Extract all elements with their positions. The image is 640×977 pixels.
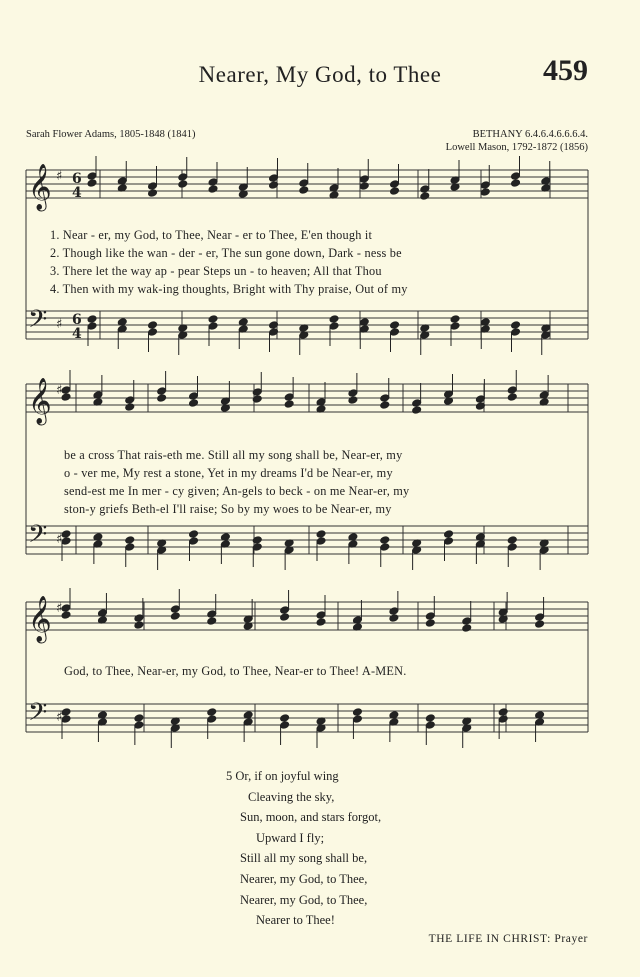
svg-text:4: 4 xyxy=(72,326,82,342)
verse-2-line-2: o - ver me, My rest a stone, Yet in my dreams I'd be Near-er, my xyxy=(64,466,393,480)
stanza-5-line: 5 Or, if on joyful wing xyxy=(226,769,339,783)
verse-2-line-1: 2. Though like the wan - der - er, The sun gone down, Dark - ness be xyxy=(50,246,402,260)
verse-4-line-2: ston-y griefs Beth-el I'll raise; So by my woes to be Near-er, my xyxy=(64,502,392,516)
stanza-5-line: Sun, moon, and stars forgot, xyxy=(240,810,382,825)
verse-3-line-2: send-est me In mer - cy given; An-gels to beck - on me Near-er, my xyxy=(64,484,410,498)
refrain-line: God, to Thee, Near-er, my God, to Thee, Near-er to Thee! A-MEN. xyxy=(64,664,407,678)
hymn-number: 459 xyxy=(543,54,588,87)
stanza-5-line: Nearer to Thee! xyxy=(256,913,335,928)
svg-text:♯: ♯ xyxy=(56,317,63,332)
treble-clef: 𝄞 xyxy=(28,378,52,424)
svg-text:6: 6 xyxy=(72,171,82,187)
stanza-5-line: Nearer, my God, to Thee, xyxy=(240,871,368,886)
bass-clef: 𝄢 xyxy=(28,305,48,340)
svg-text:♯: ♯ xyxy=(56,710,63,725)
stanza-5-line: Upward I fly; xyxy=(256,830,325,845)
svg-text:4: 4 xyxy=(72,185,82,201)
svg-text:♯: ♯ xyxy=(56,532,63,547)
bass-clef: 𝄢 xyxy=(28,698,48,733)
footer-category: THE LIFE IN CHRIST: Prayer xyxy=(428,933,588,945)
verse-4-line-1: 4. Then with my wak-ing thoughts, Bright with Thy praise, Out of my xyxy=(50,282,408,296)
stanza-5-line: Nearer, my God, to Thee, xyxy=(240,892,368,907)
svg-text:6: 6 xyxy=(72,312,82,328)
svg-text:♯: ♯ xyxy=(56,601,63,616)
stanza-5 xyxy=(226,766,381,931)
treble-clef: 𝄞 xyxy=(28,164,52,210)
verse-3-line-1: 3. There let the way ap - pear Steps un - to heaven; All that Thou xyxy=(50,264,382,278)
stanza-5-line: Cleaving the sky, xyxy=(248,789,335,804)
verse-1-line-2: be a cross That rais-eth me. Still all my song shall be, Near-er, my xyxy=(64,448,403,462)
tune-name: BETHANY 6.4.6.4.6.6.6.4. xyxy=(472,129,588,140)
composer-credit: Lowell Mason, 1792-1872 (1856) xyxy=(445,142,588,153)
svg-text:♯: ♯ xyxy=(56,383,63,398)
verse-1-line-1: 1. Near - er, my God, to Thee, Near - er to Thee, E'en though it xyxy=(50,228,373,242)
stanza-5-line: Still all my song shall be, xyxy=(240,851,368,866)
svg-text:♯: ♯ xyxy=(56,169,63,184)
author-credit: Sarah Flower Adams, 1805-1848 (1841) xyxy=(26,129,196,140)
hymn-title: Nearer, My God, to Thee xyxy=(198,62,442,87)
treble-clef: 𝄞 xyxy=(28,596,52,642)
bass-clef: 𝄢 xyxy=(28,520,48,555)
